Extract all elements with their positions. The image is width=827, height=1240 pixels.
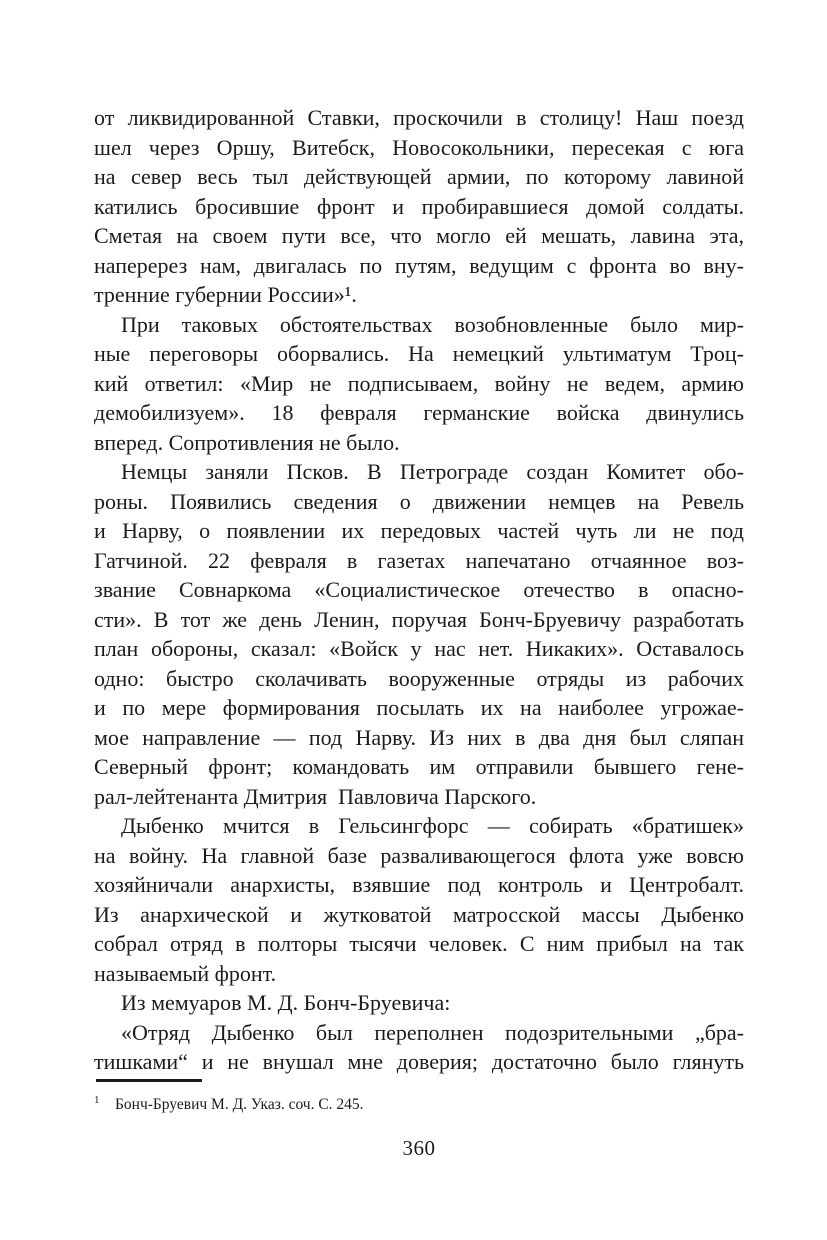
text-line: звание Совнаркома «Социалистическое отечество в опасно- xyxy=(94,577,744,602)
text-line: собрал отряд в полторы тысячи человек. С ним прибыл на так xyxy=(94,931,744,956)
text-line: на войну. На главной базе разваливающегося флота уже вовсю xyxy=(94,842,744,868)
page-number: 360 xyxy=(402,1136,436,1160)
paragraph xyxy=(94,310,744,458)
text-line: одно: быстро сколачивать вооруженные отряды из рабочих xyxy=(94,665,744,691)
text-line: шел через Оршу, Витебск, Новосокольники, пересекая с юга xyxy=(94,134,744,160)
text-line: сти». В тот же день Ленин, поручая Бонч-Бруевичу разработать xyxy=(94,606,744,632)
text-line: тренние губернии России»¹. xyxy=(94,282,357,307)
text-line: от ликвидированной Ставки, проскочили в столицу! Наш поезд xyxy=(94,105,744,130)
footnote-marker: 1 xyxy=(94,1094,100,1106)
text-line: ные переговоры оборвались. На немецкий ультиматум Троц- xyxy=(94,341,744,366)
text-line: и по мере формирования посылать их на наиболее угрожае- xyxy=(94,695,744,720)
text-line: демобилизуем». 18 февраля германские войска двинулись xyxy=(94,400,744,425)
text-line: рал-лейтенанта Дмитрия Павловича Парского. xyxy=(94,783,537,809)
text-line: Немцы заняли Псков. В Петрограде создан Комитет обо- xyxy=(121,459,744,484)
footnote xyxy=(94,1090,744,1115)
paragraph xyxy=(94,988,744,1018)
text-line: называемый фронт. xyxy=(94,960,277,986)
footnote-text: Бонч-Бруевич М. Д. Указ. соч. С. 245. xyxy=(115,1096,364,1113)
paragraph xyxy=(94,103,744,310)
text-line: кий ответил: «Мир не подписываем, войну не ведем, армию xyxy=(94,370,744,396)
text-line: катились бросившие фронт и пробиравшиеся домой солдаты. xyxy=(94,193,744,219)
text-line: план обороны, сказал: «Войск у нас нет. Никаких». Оставалось xyxy=(94,636,744,661)
text-line: роны. Появились сведения о движении немцев на Ревель xyxy=(94,488,744,514)
page-text xyxy=(94,103,744,1077)
text-line: Северный фронт; командовать им отправили бывшего гене- xyxy=(94,754,744,779)
text-line: мое направление — под Нарву. Из них в два дня был сляпан xyxy=(94,724,744,750)
paragraph xyxy=(94,811,744,988)
text-line: Дыбенко мчится в Гельсингфорс — собирать «братишек» xyxy=(121,813,744,838)
footnote-divider xyxy=(96,1079,202,1082)
text-line: и Нарву, о появлении их передовых частей чуть ли не под xyxy=(94,518,744,543)
text-line: тишками“ и не внушал мне доверия; достаточно было глянуть xyxy=(94,1049,744,1074)
text-line: вперед. Сопротивления не было. xyxy=(94,429,400,455)
text-line: хозяйничали анархисты, взявшие под контроль и Центробалт. xyxy=(94,872,744,897)
text-line: наперерез нам, двигалась по путям, ведущим с фронта во вну- xyxy=(94,252,744,278)
text-line: Сметая на своем пути все, что могло ей мешать, лавина эта, xyxy=(94,223,744,248)
text-line: на север весь тыл действующей армии, по которому лавиной xyxy=(94,164,744,189)
paragraph xyxy=(94,1018,744,1077)
text-line: Из анархической и жутковатой матросской массы Дыбенко xyxy=(94,901,744,927)
text-line: «Отряд Дыбенко был переполнен подозрительными „бра- xyxy=(121,1019,744,1045)
paragraph xyxy=(94,457,744,811)
text-line: При таковых обстоятельствах возобновленные было мир- xyxy=(121,311,744,337)
text-line: Из мемуаров М. Д. Бонч-Бруевича: xyxy=(121,990,451,1015)
text-line: Гатчиной. 22 февраля в газетах напечатано отчаянное воз- xyxy=(94,547,744,573)
